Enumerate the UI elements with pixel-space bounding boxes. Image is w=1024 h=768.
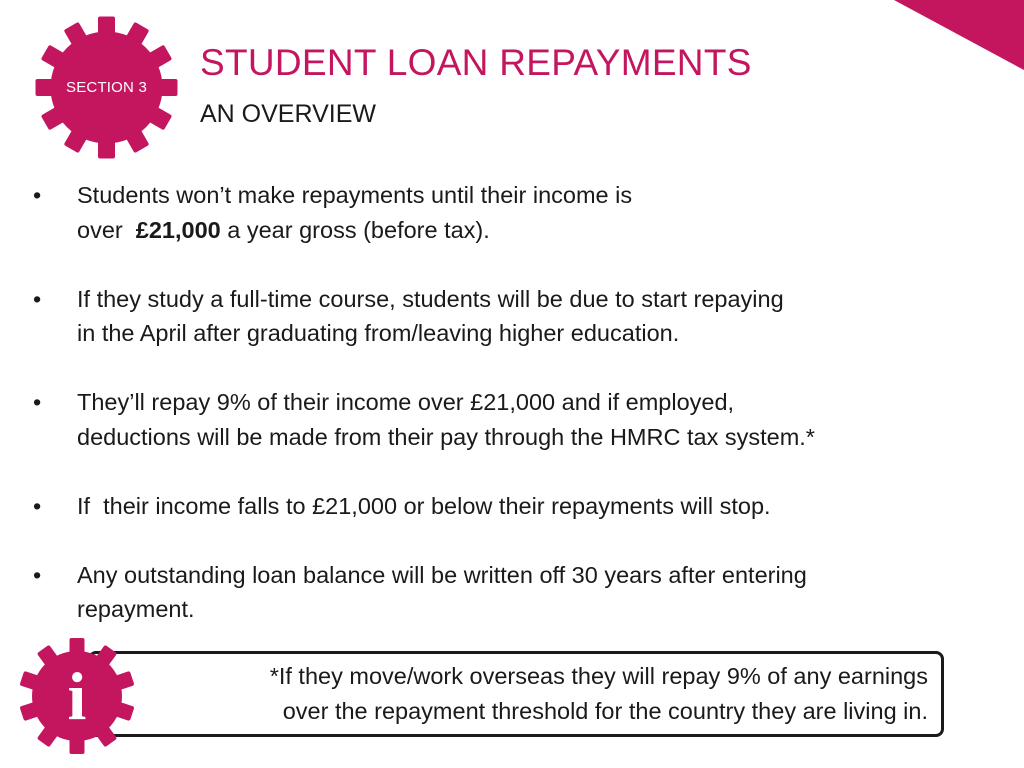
bullet-text-pre: over — [77, 216, 136, 243]
bullet-text: Any outstanding loan balance will be written off 30 years after entering — [77, 561, 807, 588]
bullet-text-line2: in the April after graduating from/leaving higher education. — [77, 320, 680, 346]
bullet-text-post: a year gross (before tax). — [220, 216, 490, 243]
bullet-marker: • — [33, 389, 42, 415]
bullet-text-line2 — [77, 213, 993, 248]
info-gear-icon — [18, 637, 136, 755]
bullet-text: If their income falls to £21,000 or below their repayments will stop. — [77, 492, 771, 519]
info-callout-line1: *If they move/work overseas they will repay 9% of any earnings — [269, 663, 928, 689]
list-item — [33, 558, 993, 627]
income-threshold-amount: £21,000 — [135, 216, 221, 243]
corner-ribbon-decoration — [854, 0, 1024, 70]
bullet-text: They’ll repay 9% of their income over £21,000 and if employed, — [77, 389, 735, 415]
list-item — [33, 489, 993, 524]
bullet-marker: • — [33, 492, 42, 519]
list-item — [33, 385, 993, 454]
info-callout-text — [120, 659, 928, 729]
list-item — [33, 282, 993, 351]
bullet-marker: • — [33, 561, 42, 588]
bullet-marker: • — [33, 182, 42, 208]
gear-tooth — [70, 638, 85, 657]
info-callout-line2: over the repayment threshold for the country they are living in. — [282, 698, 928, 724]
page-title: STUDENT LOAN REPAYMENTS — [200, 42, 752, 83]
bullet-marker: • — [33, 285, 42, 312]
gear-tooth — [70, 735, 85, 754]
bullet-list — [33, 178, 993, 661]
bullet-text: Students won’t make repayments until their income is — [77, 182, 633, 208]
info-glyph: i — [67, 658, 87, 734]
bullet-text-line2: repayment. — [77, 596, 195, 622]
bullet-text-line2: deductions will be made from their pay through the HMRC tax system.* — [77, 423, 815, 450]
list-item — [33, 178, 993, 247]
bullet-text: If they study a full-time course, students will be due to start repaying — [77, 285, 784, 312]
section-badge: SECTION 3 — [66, 79, 147, 96]
page-subtitle: AN OVERVIEW — [200, 100, 376, 128]
